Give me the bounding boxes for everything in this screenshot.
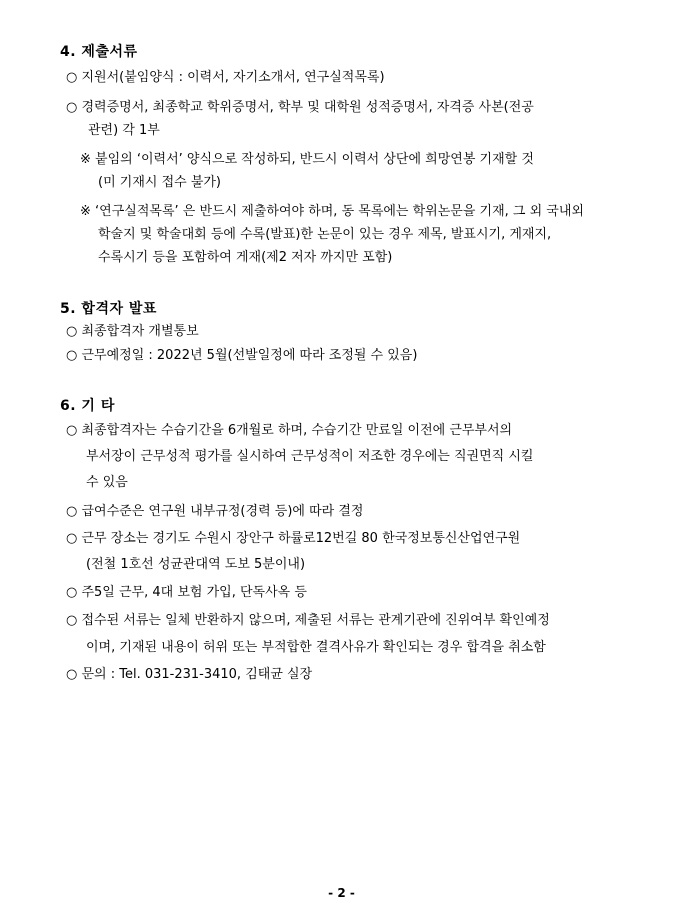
note-item-continuation: (미 기재시 접수 불가) [98,175,222,190]
list-item: ○ 근무 장소는 경기도 수원시 장안구 하률로12번길 80 한국정보통신산업연구원 [66,531,521,546]
list-item: ○ 지원서(붙임양식 : 이력서, 자기소개서, 연구실적목록) [66,70,385,85]
list-item: ○ 최종합격자는 수습기간을 6개월로 하며, 수습기간 만료일 이전에 근무부서의 [66,423,513,438]
list-item: ○ 급여수준은 연구원 내부규정(경력 등)에 따라 결정 [66,504,364,519]
section-heading-etc: 6. 기 타 [60,398,115,414]
section-heading-announcement: 5. 합격자 발표 [60,301,157,317]
list-item-continuation: 부서장이 근무성적 평가를 실시하여 근무성적이 저조한 경우에는 직권면직 시킬 [86,449,534,464]
list-item-continuation: 관련) 각 1부 [88,123,160,138]
section-heading-documents: 4. 제출서류 [60,44,138,60]
list-item: ○ 주5일 근무, 4대 보험 가입, 단독사옥 등 [66,585,307,600]
note-item-continuation: 학술지 및 학술대회 등에 수록(발표)한 논문이 있는 경우 제목, 발표시기, 게재지, [98,227,552,242]
list-item: ○ 문의 : Tel. 031-231-3410, 김태균 실장 [66,667,313,682]
list-item: ○ 경력증명서, 최종학교 학위증명서, 학부 및 대학원 성적증명서, 자격증 사본(전공 [66,100,534,115]
page-number: - 2 - [328,886,355,900]
note-item: ※ ‘연구실적목록’ 은 반드시 제출하여야 하며, 동 목록에는 학위논문을 기재, 그 외 국내외 [80,204,584,219]
note-item-continuation: 수록시기 등을 포함하여 게재(제2 저자 까지만 포함) [98,250,393,265]
note-item: ※ 붙임의 ‘이력서’ 양식으로 작성하되, 반드시 이력서 상단에 희망연봉 기재할 것 [80,152,534,167]
list-item: ○ 최종합격자 개별통보 [66,324,199,339]
list-item: ○ 근무예정일 : 2022년 5월(선발일정에 따라 조정될 수 있음) [66,348,418,363]
list-item: ○ 접수된 서류는 일체 반환하지 않으며, 제출된 서류는 관계기관에 진위여부 확인예정 [66,613,550,628]
list-item-continuation: 이며, 기재된 내용이 허위 또는 부적합한 결격사유가 확인되는 경우 합격을 취소함 [86,640,546,655]
list-item-continuation: (전철 1호선 성균관대역 도보 5분이내) [86,557,306,572]
list-item-continuation: 수 있음 [86,475,128,490]
